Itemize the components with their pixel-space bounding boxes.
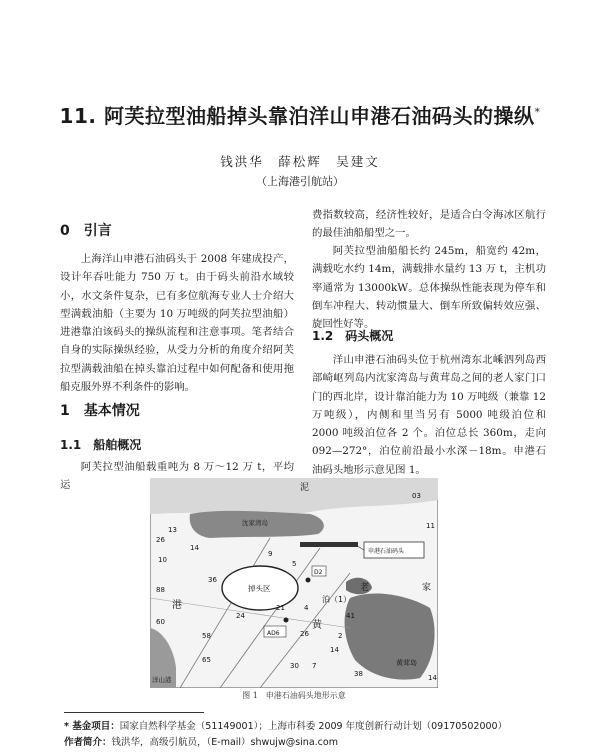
depth-sounding: 9 — [268, 550, 273, 558]
depth-sounding: 11 — [426, 522, 435, 530]
map-label-terminal: 申港石油码头 — [368, 548, 405, 555]
subsection-number: 1.1 — [60, 438, 82, 452]
depth-sounding: 13 — [168, 526, 177, 534]
map-label-ad6: AD6 — [267, 630, 280, 637]
depth-sounding: 60 — [156, 618, 165, 626]
author-text: 钱洪华，高级引航员，（E-mail）shwujw@sina.com — [111, 737, 338, 748]
section-title: 引言 — [83, 223, 112, 239]
depth-sounding: 10 — [158, 556, 167, 564]
depth-sounding: 26 — [156, 536, 165, 544]
map-label-jia: 家 — [422, 583, 432, 593]
map-label-lao: 老 — [360, 583, 370, 593]
funding-footnote — [64, 718, 507, 732]
section-heading-basic — [60, 400, 140, 420]
depth-sounding: 5 — [292, 560, 297, 568]
map-label-mud: 泥 — [300, 483, 310, 493]
depth-sounding: 88 — [156, 586, 165, 594]
author-footnote — [64, 734, 338, 748]
subsection-title: 船舶概况 — [93, 438, 142, 452]
depth-sounding: 7 — [312, 662, 317, 670]
depth-sounding: 58 — [202, 632, 211, 640]
ship-paragraph-continued: 费指数较高，经济性较好，是适合白令海冰区航行的最佳油船船型之一。 — [312, 209, 546, 240]
map-label-island: 沈家湾岛 — [242, 519, 268, 527]
terminal-paragraph: 洋山申港石油码头位于杭州湾东北嵊泗列岛西部崎岖列岛内沈家湾岛与黄茸岛之间的老人家门口门的西北岸，设计靠泊能力为 10 万吨级（兼靠 12 万吨级），内侧和里当另有 5000 吨级泊位和 2000 吨级泊位各 2 个。泊位总长 360m，走向 092—272°，泊位前沿最小水深－18m。申港石油码头地形示意见图 1。 — [312, 354, 546, 476]
figure-caption: 图 1 申港石油码头地形示意 — [242, 691, 346, 700]
paper-title: 11. 阿芙拉型油船掉头靠泊洋山申港石油码头的操纵* — [59, 104, 541, 128]
author-label: 作者简介： — [64, 737, 112, 748]
map-label-yangshan: 洋山港 — [152, 676, 172, 684]
terminal-map-figure — [150, 478, 438, 688]
affiliation: （上海港引航站） — [256, 175, 344, 188]
map-label-turning-area: 掉头区 — [248, 584, 271, 593]
ad6-buoy — [284, 618, 289, 623]
depth-sounding: 14 — [428, 674, 437, 682]
depth-sounding: 03 — [412, 492, 421, 500]
section-title: 基本情况 — [83, 403, 140, 419]
depth-sounding: 14 — [330, 646, 339, 654]
depth-sounding: 38 — [354, 670, 363, 678]
map-label-huangrong: 黄茸岛 — [396, 659, 417, 667]
section-number: 1 — [60, 403, 70, 419]
authors: 钱洪华 薛松辉 吴建文 — [220, 154, 380, 169]
footnote-rule — [64, 712, 204, 713]
depth-sounding: 14 — [190, 544, 199, 552]
title-footnote-mark: * — [534, 105, 541, 119]
subsection-number: 1.2 — [312, 329, 334, 343]
depth-sounding: 36 — [208, 576, 217, 584]
funding-label: * 基金项目： — [64, 721, 120, 732]
d2-buoy — [306, 578, 311, 583]
depth-sounding: 41 — [346, 612, 355, 620]
subsection-title: 码头概况 — [345, 329, 394, 343]
depth-sounding: 65 — [202, 656, 211, 664]
subsection-heading-terminal — [312, 327, 393, 344]
section-heading-intro — [60, 220, 112, 240]
map-label-harbor: 港 — [172, 600, 182, 611]
map-label-huang: 黄 — [312, 620, 322, 631]
intro-paragraph: 上海洋山申港石油码头于 2008 年建成投产，设计年吞吐能力 750 万 t。由于码头前沿水域较小，水文条件复杂，已有多位航海专业人士介绍大型满载油船（主要为 10 万吨级的阿芙拉型油船）进港靠泊该码头的操纵流程和注意事项。笔者结合自身的实际操纵经验，从受力分析的角度介绍阿芙拉型满载油船在掉头靠泊过程中如何配备和使用拖船克服外界不利条件的影响。 — [60, 253, 294, 394]
depth-sounding: 24 — [236, 612, 245, 620]
depth-sounding: 26 — [300, 630, 309, 638]
funding-text: 国家自然科学基金（51149001）；上海市科委 2009 年度创新行动计划（09170502000） — [119, 721, 508, 732]
map-label-d2: D2 — [314, 569, 323, 576]
ship-paragraph-start: 阿芙拉型油船载重吨为 8 万～12 万 t，平均运 — [60, 461, 294, 492]
depth-sounding: 21 — [276, 604, 285, 612]
depth-sounding: 4 — [304, 604, 309, 612]
depth-sounding: 30 — [290, 662, 299, 670]
map-label-berth: 泊（1） — [322, 595, 352, 604]
ship-dimensions-paragraph: 阿芙拉型油船船长约 245m，船宽约 42m，满载吃水约 14m，满载排水量约 13 万 t，主机功率通常为 13000kW。总体操纵性能表现为停车和倒车冲程大、转动惯量大、倒车所致偏转效应强、旋回性好等。 — [312, 245, 546, 331]
section-number: 0 — [60, 223, 70, 239]
oil-terminal-wharf — [300, 542, 358, 547]
subsection-heading-ship — [60, 436, 141, 453]
depth-sounding: 2 — [338, 632, 343, 640]
